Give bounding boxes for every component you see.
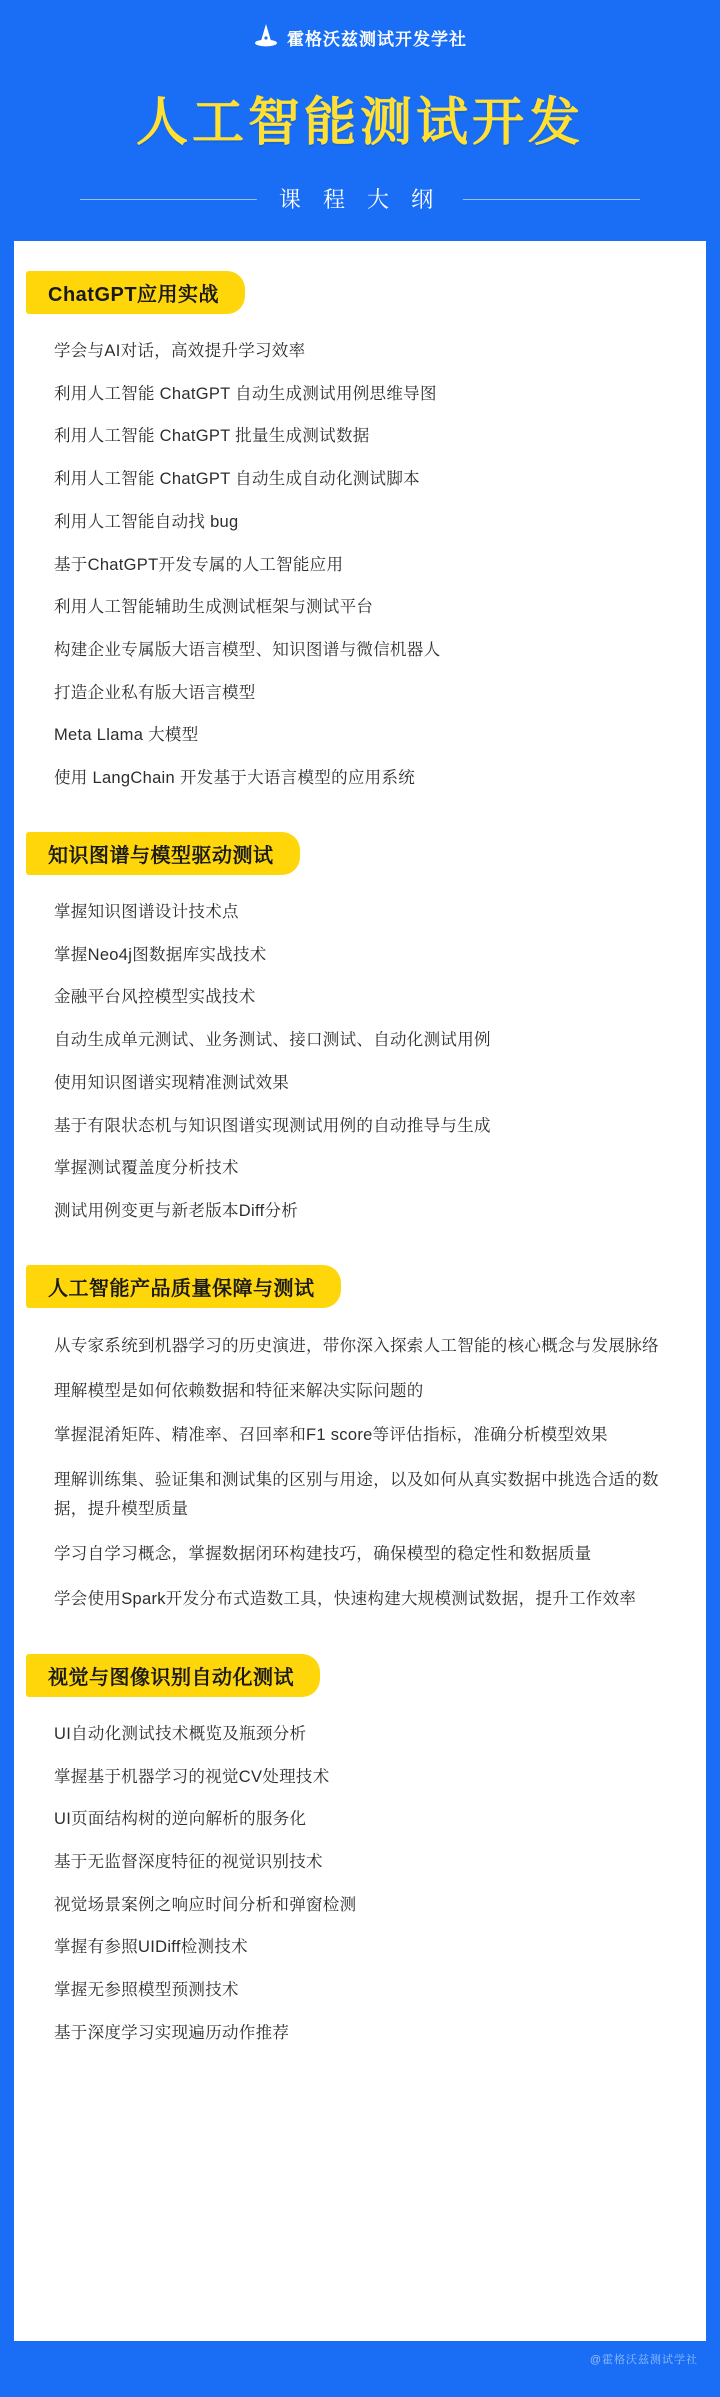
syllabus-panel xyxy=(14,241,706,2341)
footer xyxy=(0,2341,720,2375)
list-item: 视觉场景案例之响应时间分析和弹窗检测 xyxy=(54,1895,357,1914)
list-item: 基于有限状态机与知识图谱实现测试用例的自动推导与生成 xyxy=(54,1116,491,1135)
section-items xyxy=(14,320,706,814)
list-item: 测试用例变更与新老版本Diff分析 xyxy=(54,1201,299,1220)
brand-name: 霍格沃兹测试开发学社 xyxy=(287,29,467,49)
section-knowledge-graph xyxy=(14,824,706,1247)
section-title: 视觉与图像识别自动化测试 xyxy=(26,1654,320,1697)
list-item: 学习自学习概念，掌握数据闭环构建技巧，确保模型的稳定性和数据质量 xyxy=(54,1545,592,1564)
section-ai-quality xyxy=(14,1257,706,1636)
brand-header xyxy=(0,0,720,62)
list-item: 掌握Neo4j图数据库实战技术 xyxy=(54,945,267,964)
section-items xyxy=(14,1703,706,2069)
list-item: 金融平台风控模型实战技术 xyxy=(54,988,256,1007)
list-item: 打造企业私有版大语言模型 xyxy=(54,683,256,702)
list-item: 利用人工智能辅助生成测试框架与测试平台 xyxy=(54,598,374,617)
list-item: 构建企业专属版大语言模型、知识图谱与微信机器人 xyxy=(54,641,441,660)
subtitle-block xyxy=(80,177,640,223)
list-item: 掌握知识图谱设计技术点 xyxy=(54,902,239,921)
section-visual-testing xyxy=(14,1646,706,2069)
section-title: ChatGPT应用实战 xyxy=(26,271,245,314)
list-item: Meta Llama 大模型 xyxy=(54,726,199,745)
watermark: @霍格沃兹测试学社 xyxy=(589,2354,698,2366)
list-item: UI页面结构树的逆向解析的服务化 xyxy=(54,1810,307,1829)
section-title: 知识图谱与模型驱动测试 xyxy=(26,832,300,875)
section-items xyxy=(14,881,706,1247)
list-item: 学会与AI对话，高效提升学习效率 xyxy=(54,342,306,360)
list-item: 使用知识图谱实现精准测试效果 xyxy=(54,1073,290,1092)
list-item: 掌握有参照UIDiff检测技术 xyxy=(54,1938,248,1957)
list-item: 利用人工智能 ChatGPT 自动生成自动化测试脚本 xyxy=(54,470,420,489)
list-item: 利用人工智能 ChatGPT 批量生成测试数据 xyxy=(54,427,370,446)
wizard-hat-icon xyxy=(253,22,279,52)
list-item: 自动生成单元测试、业务测试、接口测试、自动化测试用例 xyxy=(54,1031,491,1050)
list-item: 利用人工智能自动找 bug xyxy=(54,512,239,531)
page-subtitle: 课 程 大 纲 xyxy=(257,177,463,223)
list-item: UI自动化测试技术概览及瓶颈分析 xyxy=(54,1724,307,1743)
list-item: 从专家系统到机器学习的历史演进，带你深入探索人工智能的核心概念与发展脉络 xyxy=(54,1336,659,1355)
section-chatgpt xyxy=(14,263,706,814)
list-item: 基于ChatGPT开发专属的人工智能应用 xyxy=(54,555,344,574)
list-item: 基于无监督深度特征的视觉识别技术 xyxy=(54,1852,323,1871)
section-title: 人工智能产品质量保障与测试 xyxy=(26,1265,341,1308)
list-item: 基于深度学习实现遍历动作推荐 xyxy=(54,2023,290,2042)
page-title: 人工智能测试开发 xyxy=(135,94,584,152)
section-items xyxy=(14,1314,706,1636)
list-item: 理解模型是如何依赖数据和特征来解决实际问题的 xyxy=(54,1381,424,1400)
list-item: 使用 LangChain 开发基于大语言模型的应用系统 xyxy=(54,769,416,788)
list-item: 掌握测试覆盖度分析技术 xyxy=(54,1159,239,1178)
list-item: 利用人工智能 ChatGPT 自动生成测试用例思维导图 xyxy=(54,384,437,403)
list-item: 掌握混淆矩阵、精准率、召回率和F1 score等评估指标，准确分析模型效果 xyxy=(54,1426,608,1445)
list-item: 掌握基于机器学习的视觉CV处理技术 xyxy=(54,1767,330,1786)
list-item: 理解训练集、验证集和测试集的区别与用途，以及如何从真实数据中挑选合适的数据，提升模型质量 xyxy=(54,1471,659,1519)
list-item: 学会使用Spark开发分布式造数工具，快速构建大规模测试数据，提升工作效率 xyxy=(54,1589,637,1608)
list-item: 掌握无参照模型预测技术 xyxy=(54,1981,239,2000)
